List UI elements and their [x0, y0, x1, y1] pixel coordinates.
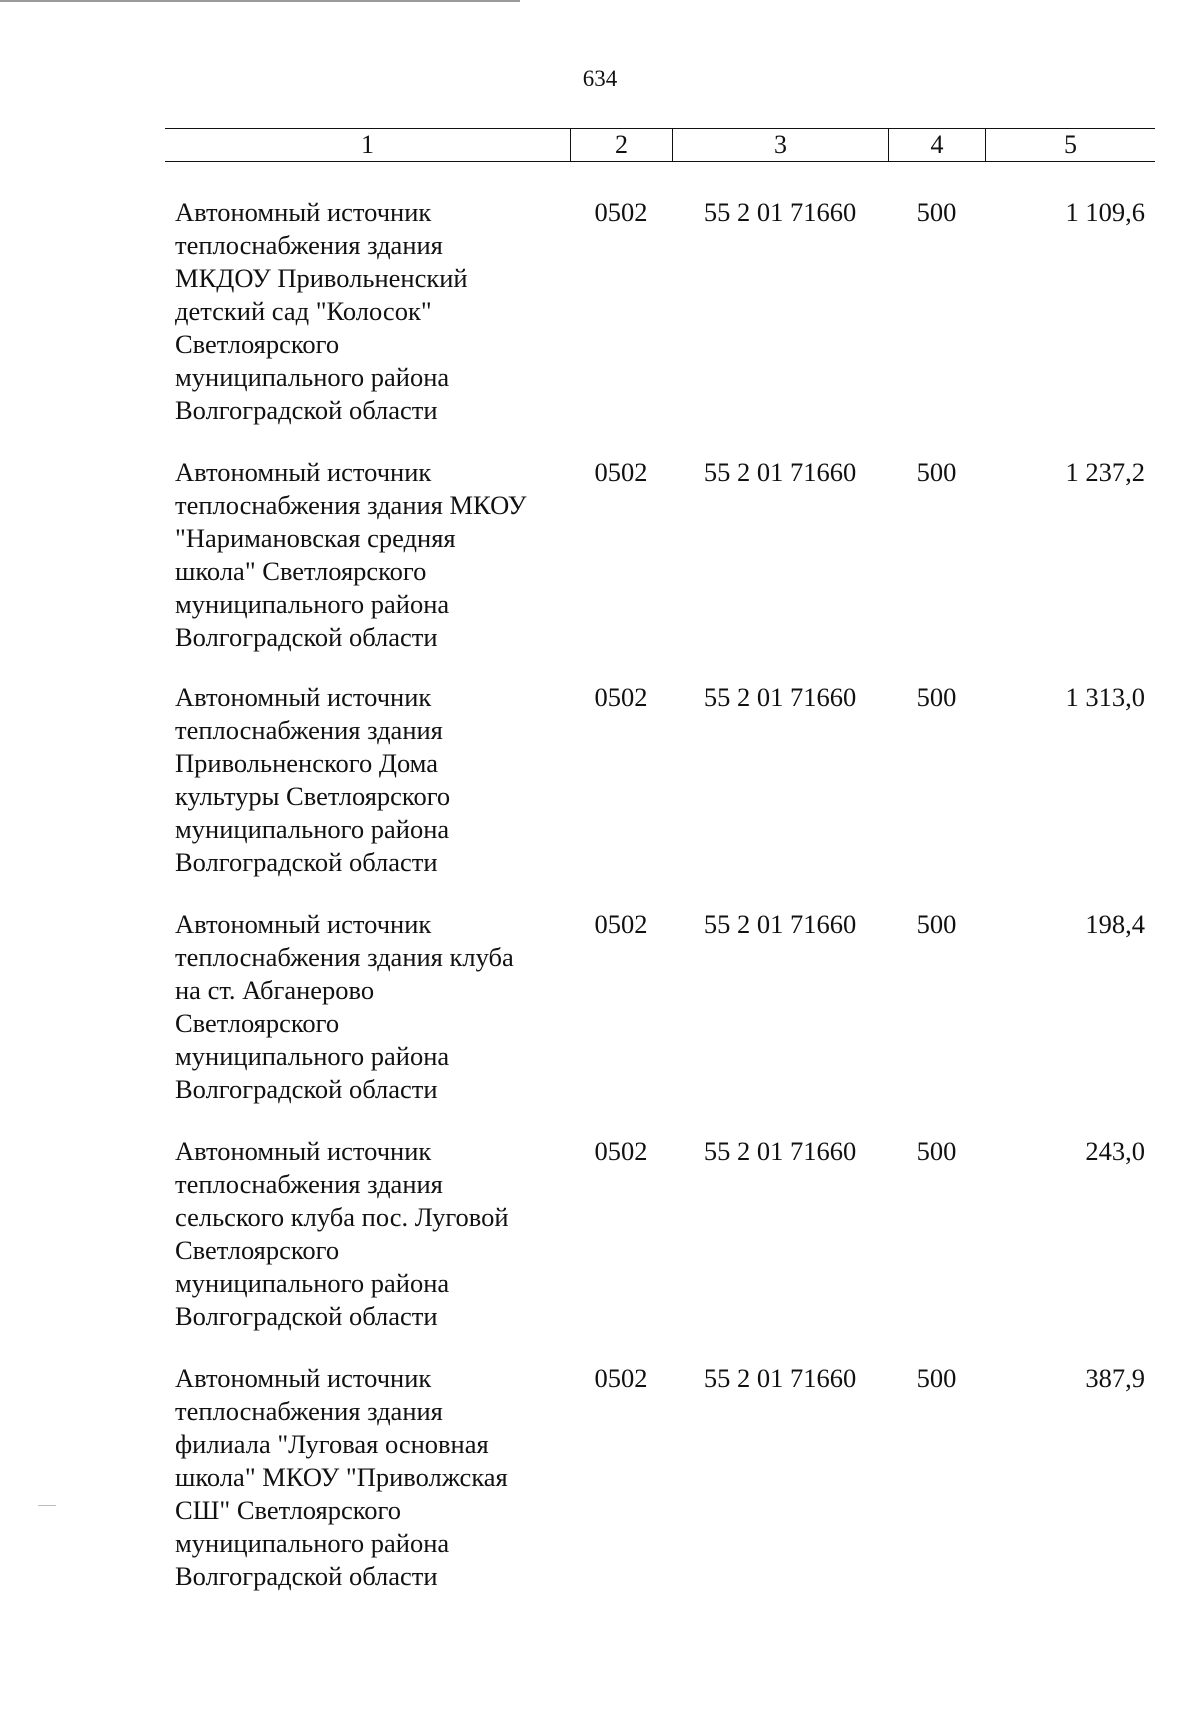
row-razdel-code: 0502: [594, 909, 648, 939]
object-name-line: Волгоградской области: [175, 847, 438, 877]
row-object-name: [175, 681, 555, 879]
object-name-line: Волгоградской области: [175, 622, 438, 652]
row-razdel-code: 0502: [594, 682, 648, 712]
object-name-line: "Наримановская средняя: [175, 523, 456, 553]
row-target-article-code: 55 2 01 71660: [703, 457, 857, 487]
object-name-line: Привольненского Дома: [175, 748, 439, 778]
column-header-4: 4: [888, 129, 985, 161]
object-name-line: Автономный источник: [175, 457, 432, 487]
object-name-line: теплоснабжения здания: [175, 1169, 443, 1199]
object-name-line: культуры Светлоярского: [175, 781, 451, 811]
column-header-2: 2: [570, 129, 672, 161]
scan-margin-mark: [38, 1505, 56, 1506]
object-name-line: Волгоградской области: [175, 1561, 438, 1591]
object-name-line: теплоснабжения здания: [175, 715, 443, 745]
row-amount: 1 313,0: [1065, 682, 1145, 712]
row-object-name: [175, 1362, 555, 1593]
row-amount: 243,0: [1085, 1136, 1145, 1166]
column-header-3: 3: [672, 129, 888, 161]
row-expense-type-code: 500: [916, 682, 957, 712]
object-name-line: школа" МКОУ "Приволжская: [175, 1462, 508, 1492]
column-header-5: 5: [985, 129, 1155, 161]
row-object-name: [175, 1135, 555, 1333]
object-name-line: Автономный источник: [175, 197, 432, 227]
row-target-article-code: 55 2 01 71660: [703, 197, 857, 227]
object-name-line: теплоснабжения здания клуба: [175, 942, 514, 972]
object-name-line: муниципального района: [175, 362, 450, 392]
row-amount: 387,9: [1085, 1363, 1145, 1393]
row-amount: 198,4: [1085, 909, 1145, 939]
object-name-line: на ст. Абганерово: [175, 975, 375, 1005]
object-name-line: МКДОУ Привольненский: [175, 263, 468, 293]
row-razdel-code: 0502: [594, 457, 648, 487]
scan-top-edge-line: [0, 0, 520, 2]
row-amount: 1 109,6: [1065, 197, 1145, 227]
row-amount: 1 237,2: [1065, 457, 1145, 487]
object-name-line: теплоснабжения здания: [175, 1396, 443, 1426]
row-expense-type-code: 500: [916, 197, 957, 227]
row-object-name: [175, 908, 555, 1106]
row-razdel-code: 0502: [594, 1136, 648, 1166]
object-name-line: Волгоградской области: [175, 1074, 438, 1104]
object-name-line: детский сад "Колосок": [175, 296, 432, 326]
row-target-article-code: 55 2 01 71660: [703, 682, 857, 712]
object-name-line: муниципального района: [175, 814, 450, 844]
row-target-article-code: 55 2 01 71660: [703, 909, 857, 939]
object-name-line: муниципального района: [175, 1041, 450, 1071]
object-name-line: Волгоградской области: [175, 395, 438, 425]
object-name-line: Светлоярского: [175, 1008, 340, 1038]
object-name-line: Автономный источник: [175, 682, 432, 712]
row-razdel-code: 0502: [594, 197, 648, 227]
object-name-line: школа" Светлоярского: [175, 556, 427, 586]
row-expense-type-code: 500: [916, 457, 957, 487]
row-expense-type-code: 500: [916, 1363, 957, 1393]
object-name-line: теплоснабжения здания МКОУ: [175, 490, 527, 520]
table-header-row: [165, 128, 1155, 162]
object-name-line: муниципального района: [175, 1528, 450, 1558]
row-target-article-code: 55 2 01 71660: [703, 1363, 857, 1393]
object-name-line: муниципального района: [175, 1268, 450, 1298]
object-name-line: Автономный источник: [175, 1136, 432, 1166]
row-razdel-code: 0502: [594, 1363, 648, 1393]
page-number: 634: [582, 66, 618, 91]
object-name-line: Автономный источник: [175, 909, 432, 939]
object-name-line: Волгоградской области: [175, 1301, 438, 1331]
object-name-line: теплоснабжения здания: [175, 230, 443, 260]
object-name-line: муниципального района: [175, 589, 450, 619]
object-name-line: СШ" Светлоярского: [175, 1495, 401, 1525]
object-name-line: филиала "Луговая основная: [175, 1429, 489, 1459]
row-object-name: [175, 456, 555, 654]
row-target-article-code: 55 2 01 71660: [703, 1136, 857, 1166]
object-name-line: Светлоярского: [175, 1235, 340, 1265]
object-name-line: Светлоярского: [175, 329, 340, 359]
object-name-line: сельского клуба пос. Луговой: [175, 1202, 509, 1232]
row-expense-type-code: 500: [916, 1136, 957, 1166]
column-header-1: 1: [361, 130, 374, 159]
row-object-name: [175, 196, 555, 427]
object-name-line: Автономный источник: [175, 1363, 432, 1393]
row-expense-type-code: 500: [916, 909, 957, 939]
